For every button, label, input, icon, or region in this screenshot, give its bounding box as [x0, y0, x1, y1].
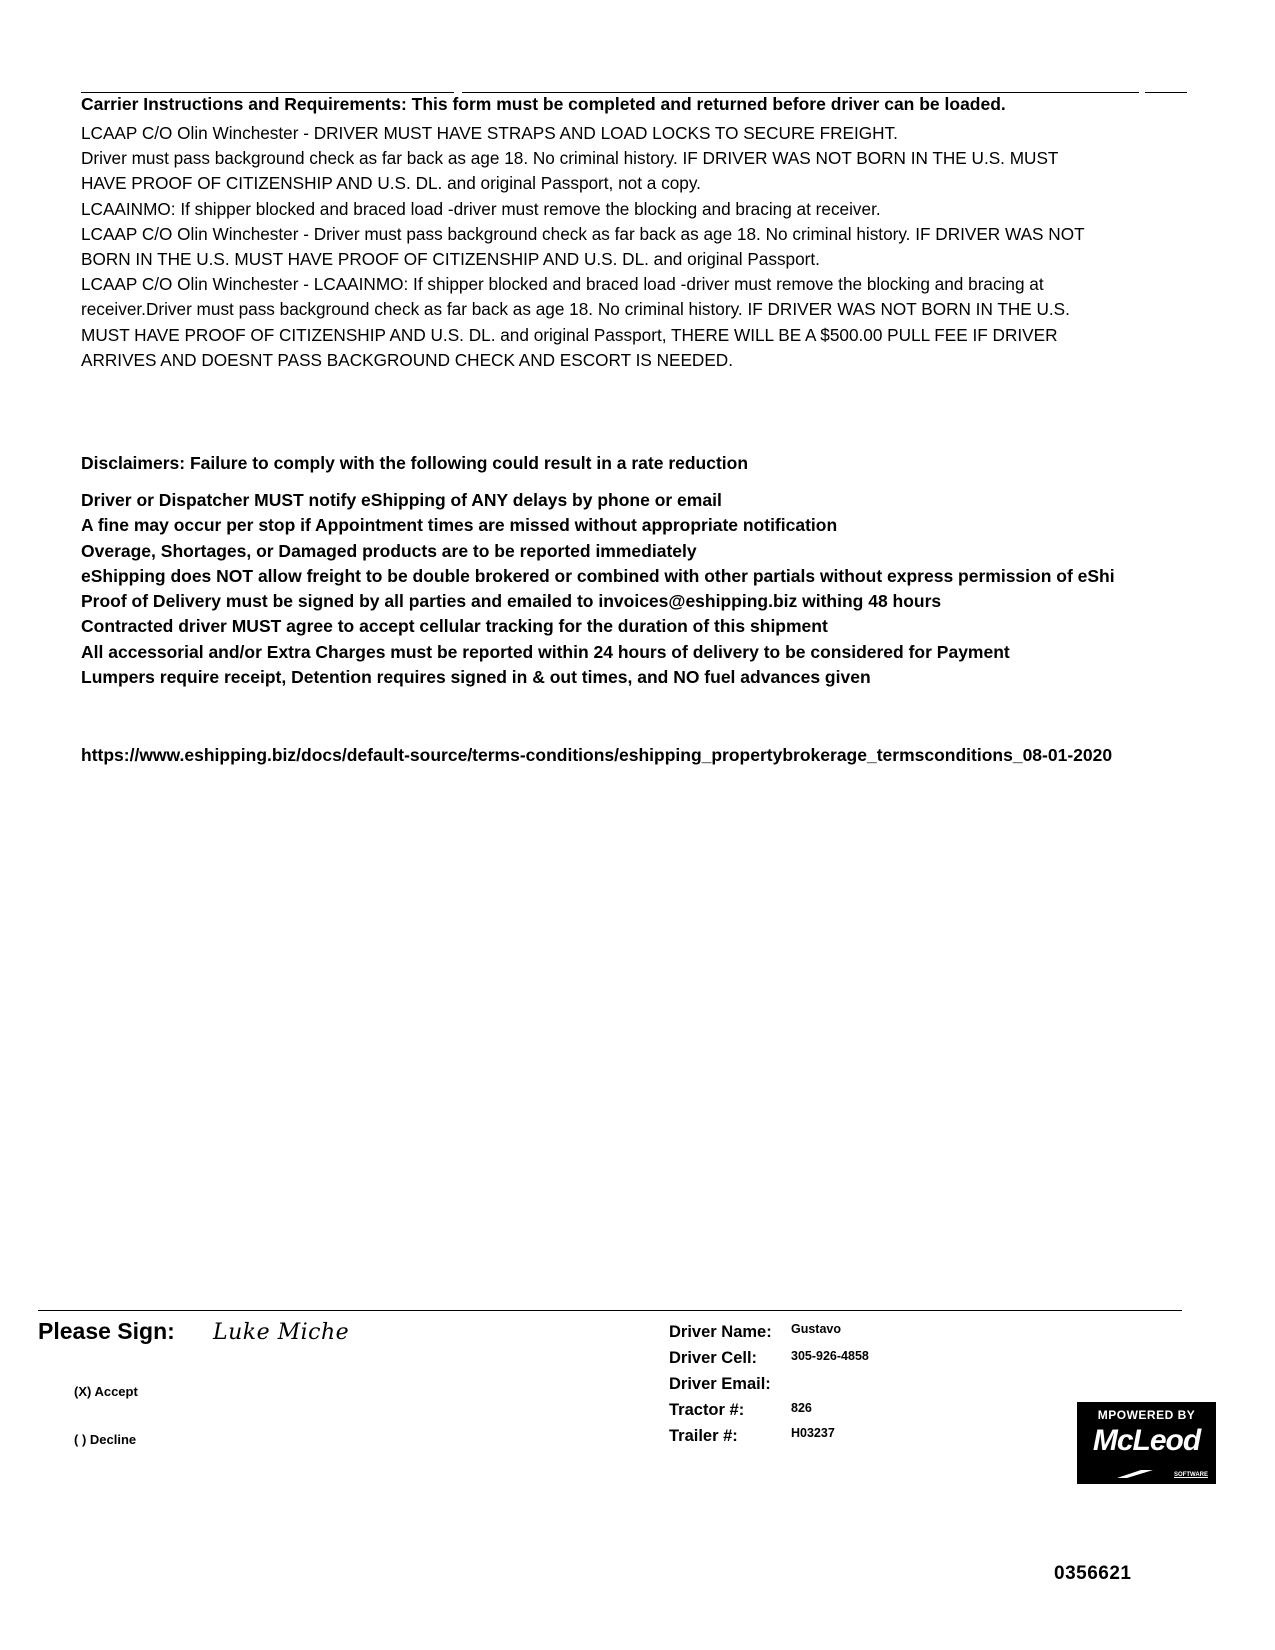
- terms-url: https://www.eshipping.biz/docs/default-source/terms-conditions/eshipping_propertybrokerage_termsconditions_08-01-2020: [81, 745, 1113, 765]
- instruction-paragraph: Driver must pass background check as far back as age 18. No criminal history. IF DRIVER WAS NOT BORN IN THE U.S. MUST HAVE PROOF OF CITIZENSHIP AND U.S. DL. and original Passport, not a copy.: [81, 148, 1059, 194]
- signature-rule: [38, 1310, 1182, 1311]
- driver-cell-label: Driver Cell:: [669, 1349, 758, 1367]
- logo-swoosh-icon: [1117, 1470, 1153, 1478]
- logo-software: SOFTWARE: [1174, 1472, 1208, 1478]
- trailer-label: Trailer #:: [669, 1427, 738, 1445]
- disclaimer-item: All accessorial and/or Extra Charges must be reported within 24 hours of delivery to be considered for Payment: [81, 641, 1010, 662]
- driver-cell-value: 305-926-4858: [791, 1349, 869, 1363]
- driver-email-label: Driver Email:: [669, 1375, 771, 1393]
- driver-name-label: Driver Name:: [669, 1323, 772, 1341]
- document-id: 0356621: [1054, 1563, 1132, 1584]
- tractor-value: 826: [791, 1401, 812, 1415]
- decline-option: ( ) Decline: [74, 1432, 137, 1447]
- instruction-paragraph: LCAAP C/O Olin Winchester - Driver must pass background check as far back as age 18. No criminal history. IF DRIVER WAS NOT BORN IN THE U.S. MUST HAVE PROOF OF CITIZENSHIP AND U.S. DL. and original Passport.: [81, 223, 1085, 270]
- instruction-paragraph: LCAAP C/O Olin Winchester - LCAAINMO: If shipper blocked and braced load -driver must remove the blocking and bracing at receiver.Driver must pass background check as far back as age 18. No criminal history. IF DRIVER WAS NOT BORN IN THE U.S. MUST HAVE PROOF OF CITIZENSHIP AND U.S. DL. and original Passport, THERE WILL BE A $500.00 PULL FEE IF DRIVER ARRIVES AND DOESNT PASS BACKGROUND CHECK AND ESCORT IS NEEDED.: [81, 274, 1070, 370]
- disclaimer-item: Contracted driver MUST agree to accept cellular tracking for the duration of this shipment: [81, 616, 828, 637]
- logo-powered-by: MPOWERED BY: [1097, 1408, 1196, 1422]
- disclaimer-item: Proof of Delivery must be signed by all parties and emailed to invoices@eshipping.biz withing 48 hours: [81, 591, 942, 612]
- disclaimer-item: Lumpers require receipt, Detention requires signed in & out times, and NO fuel advances given: [81, 667, 871, 688]
- disclaimer-item: Overage, Shortages, or Damaged products are to be reported immediately: [81, 540, 697, 561]
- disclaimer-item: eShipping does NOT allow freight to be double brokered or combined with other partials without express permission of eShi: [81, 565, 1115, 586]
- mcleod-logo: [1077, 1402, 1216, 1484]
- disclaimers-list: [81, 488, 1275, 690]
- disclaimer-item: A fine may occur per stop if Appointment times are missed without appropriate notification: [81, 515, 838, 536]
- please-sign-label: Please Sign:: [38, 1318, 175, 1344]
- carrier-instructions-body: [81, 121, 1091, 373]
- logo-brand: McLeod: [1092, 1424, 1201, 1457]
- tractor-label: Tractor #:: [669, 1401, 745, 1419]
- accept-option: (X) Accept: [74, 1384, 138, 1399]
- driver-name-value: Gustavo: [791, 1322, 842, 1336]
- disclaimers-heading: Disclaimers: Failure to comply with the following could result in a rate reduction: [81, 453, 749, 473]
- top-rule: [462, 92, 1139, 93]
- carrier-instructions-heading: Carrier Instructions and Requirements: This form must be completed and returned before driver can be loaded.: [81, 94, 1006, 114]
- signature-value: Luke Miche: [213, 1320, 350, 1345]
- disclaimer-item: Driver or Dispatcher MUST notify eShipping of ANY delays by phone or email: [81, 490, 722, 510]
- instruction-paragraph: LCAAP C/O Olin Winchester - DRIVER MUST HAVE STRAPS AND LOAD LOCKS TO SECURE FREIGHT.: [81, 123, 898, 143]
- top-rule: [1145, 92, 1187, 93]
- top-rule: [81, 92, 454, 93]
- instruction-paragraph: LCAAINMO: If shipper blocked and braced load -driver must remove the blocking and bracing at receiver.: [81, 198, 881, 219]
- trailer-value: H03237: [791, 1426, 835, 1440]
